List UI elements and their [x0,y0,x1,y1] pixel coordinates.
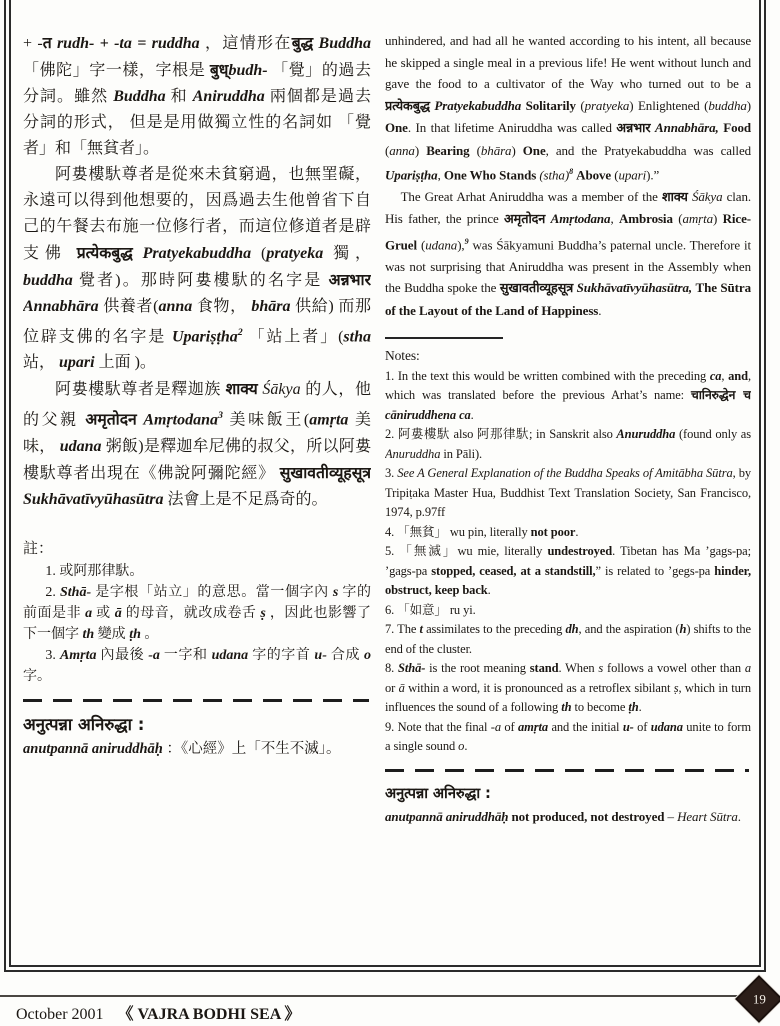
text-segment: 2. [45,584,60,600]
text-segment: Amṛtodana [550,211,611,227]
note-item [385,367,751,426]
text-segment: buddha [708,97,747,113]
text-segment: 5. 「無滅」wu mie, literally [385,544,548,559]
paragraph [23,376,371,512]
text-segment: Above [576,167,612,183]
text-segment: 2 [237,327,243,338]
text-segment: ( [251,245,267,262]
text-segment: Food [723,120,751,135]
text-segment: 字的字首 [248,647,315,663]
text-segment: The Great Arhat Aniruddha was a member of the [400,188,662,204]
text-segment: Aniruddha [192,88,265,105]
text-segment: ), [457,237,465,253]
text-segment: 2. 阿婁樓馱 also 阿那律馱; in Sanskrit also [385,427,617,442]
text-segment: anutpannā aniruddhāḥ [23,740,163,757]
text-segment: s [598,661,604,676]
devanagari-text: अन्नभार [616,121,651,136]
text-segment: One Who Stands [443,167,537,183]
text-segment: stopped, ceased, at a standstill, [431,563,596,578]
text-segment: to become [571,700,629,715]
note-item [385,659,751,718]
text-segment: . [598,302,602,318]
text-segment: pratyeka [584,97,630,113]
text-segment: , which in turn influences the sound of a following [385,680,751,715]
text-segment: 。 [140,626,159,642]
text-segment: o [458,739,465,754]
text-segment: 供給) 而那位辟支佛的名字是 [23,298,371,346]
text-segment: not produced, not destroyed [511,808,665,824]
paragraph [385,186,751,321]
text-segment: and [728,368,748,383]
text-segment: 供養者( [98,298,159,315]
closing-line [23,738,371,761]
text-segment: rudh- + -ta = ruddha [51,35,200,52]
text-segment: buddha [23,272,73,289]
text-segment: ca [709,368,722,383]
text-segment: pratyeka [266,245,324,262]
notes-rule [385,337,503,339]
text-segment: The Sūtra of the Layout of the Land of Happiness [385,280,751,318]
devanagari-text: सुखावतीव्यूहसूत्र [499,281,574,297]
text-segment: Anuruddha [616,427,676,442]
text-segment: ，這情形在 [199,35,292,52]
text-segment: , which was translated before the previous Arhat’s name: [385,368,751,403]
text-segment: Ambrosia [618,211,673,227]
paragraph [385,30,751,186]
text-segment: ：《心經》上「不生不滅」。 [162,740,341,757]
closing-line [385,806,751,827]
footer-journal-title: 《 VAJRA BODHI SEA 》 [117,1006,301,1023]
text-segment: ā [114,605,122,621]
text-segment: within a word, it is pronounced as a retroflex sibilant [404,680,674,695]
devanagari-text: अनुत्पन्ना अनिरुद्धा : [23,714,145,734]
devanagari-text: अमृतोदन [504,212,546,228]
text-segment: ) shifts to the end of the cluster. [385,622,751,656]
text-segment: 法會上是不足爲奇的。 [163,490,328,508]
text-segment: stha [343,328,371,346]
text-segment: 食物， [192,298,252,315]
text-segment: Pratyekabuddha [142,245,252,262]
text-segment: upari [59,354,95,372]
text-segment: 8. [385,661,399,676]
text-segment: Sthā- [398,661,426,676]
text-segment: 或 [92,605,115,621]
text-segment: undestroyed [547,544,613,559]
note-item [385,464,751,523]
text-segment: ( [469,142,481,158]
text-segment: Notes: [385,348,420,364]
text-segment: budh- [228,62,268,79]
section-heading [23,537,371,561]
text-segment: assimilates to the preceding [422,622,566,637]
text-segment: Bearing [426,142,470,158]
text-segment: 6. 「如意」 ru yi. [385,602,476,617]
text-segment: 9 [464,236,469,246]
text-segment: 上面 )。 [94,354,156,372]
text-segment: -a [490,719,501,734]
text-segment: ṣ [673,680,679,695]
text-segment: was Śākyamuni Buddha’s paternal uncle. Therefore it was not surprising that Aniruddha was present in the Assembly when the Buddha spoke the [385,237,751,296]
text-segment: ) [713,211,723,227]
text-segment: 內最後 [96,647,149,663]
text-segment: ṭh [628,700,639,715]
text-segment: ṣ [260,605,266,621]
text-segment: ( [385,142,390,158]
text-segment: . In that lifetime Aniruddha was called [407,120,617,135]
devanagari-text: प्रत्येकबुद्ध [385,98,430,114]
text-segment: ) [511,142,523,158]
text-segment: , and the Pratyekabuddha was called [545,142,751,158]
text-segment: Annabhāra [23,298,99,315]
note-item [23,645,371,687]
devanagari-text: सुखावतीव्यूहसूत्र [279,462,371,482]
text-segment: udana [211,647,249,663]
devanagari-text: अन्नभार [328,270,371,289]
text-segment: . [638,700,642,715]
text-segment: 兩個都是過去分詞的形式， 但是是用做獨立性的名詞如 「覺者」和「無貧者」。 [23,88,371,157]
text-segment: ( [575,97,585,113]
text-segment: 4. 「無貧」 wu pin, literally [385,524,531,539]
text-segment: 阿婁樓馱尊者是釋迦族 [55,381,226,399]
text-segment: Pratyekabuddha [434,97,522,113]
text-segment: o [364,647,371,663]
text-segment: -a [148,647,160,663]
note-item [385,425,751,464]
text-segment: 7. The [385,622,420,637]
text-segment: th [82,626,95,642]
text-segment: ā [398,680,405,695]
text-segment: bhāra [251,298,291,315]
text-segment: . [487,583,491,598]
text-segment: clan. His father, the prince [385,188,751,227]
text-segment: One [522,142,546,158]
devanagari-line [23,712,371,738]
text-segment: 「覺」的過去分詞。雖然 [23,62,371,105]
text-segment: 字的前面是非 [23,584,371,621]
text-segment: 和 [165,88,193,105]
devanagari-text: अनुत्पन्ना अनिरुद्धा : [385,784,491,802]
text-segment: upari [618,167,647,183]
text-segment: u- [314,647,327,663]
text-segment: 站， [23,354,60,372]
text-segment: ).” [646,167,660,183]
text-segment: ) Enlightened ( [629,97,709,113]
devanagari-text: बुध् [209,60,229,79]
text-segment: , [610,211,619,227]
text-segment: ，因此也影響了下一個字 [23,605,371,642]
text-segment: t [419,622,423,637]
text-segment: in Pāli). [440,446,483,461]
text-segment: 是字根「站立」的意思。當一個字內 [91,584,333,600]
text-segment: amṛta [309,411,349,429]
text-segment: Annabhāra, [655,120,719,135]
text-segment: 阿婁樓馱尊者是從來未貧窮過，也無罣礙，永遠可以得到他想要的，因爲過去生他曾省下自己的午餐去布施一位修行者，而這位修道者是辟支佛 [23,166,371,262]
text-segment: and the initial [548,719,623,734]
text-segment: 3. [45,647,60,663]
paragraph [23,162,371,376]
text-segment: . [737,808,741,824]
text-segment: Śākya [691,188,723,204]
note-item [23,582,371,645]
text-segment: (found only as [675,427,751,442]
text-segment: One [385,120,408,135]
text-segment: ( [417,237,426,253]
text-segment: s [332,584,339,600]
devanagari-text: प्रत्येकबुद्ध [76,243,133,262]
text-segment: dh [565,622,579,637]
text-segment: Sukhāvatīvyūhasūtra [23,490,164,508]
note-item [385,542,751,601]
note-item [385,601,751,621]
text-segment: udana [425,237,458,253]
text-segment: or [385,680,399,695]
text-segment: 「佛陀」字一樣，字根是 [23,62,210,79]
text-segment: unite to form a single sound [385,719,751,754]
text-segment: – [664,808,678,824]
text-segment: Anuruddha [385,446,441,461]
text-segment: 3. [385,466,398,481]
text-segment: amṛta [682,211,714,227]
text-segment: See A General Explanation of the Buddha Speaks of Amitābha Sūtra [397,466,733,481]
text-segment: 1. In the text this would be written combined with the preceding [385,368,710,383]
left-column-chinese-text [23,30,371,955]
text-segment: hinder, obstruct, keep back [385,563,751,598]
text-segment: 獨， [323,245,371,262]
text-segment: th [561,700,572,715]
text-segment: 註： [23,540,54,557]
text-segment: 3 [218,410,223,422]
text-segment: , by Tripiṭaka Master Hua, Buddhist Text Translation Society, San Francisco, 1974, p.97ff [385,466,751,520]
text-segment: . [575,524,579,539]
note-item [385,620,751,659]
text-segment: a [744,661,751,676]
text-segment: h [679,622,687,637]
text-segment: 覺者)。那時阿婁樓馱的名字是 [72,272,329,289]
text-segment: Heart Sūtra [677,808,738,824]
text-segment: Rice-Gruel [385,211,751,253]
text-segment: Sthā- [60,584,92,600]
note-item [23,561,371,582]
text-segment: cāniruddhena ca [385,407,471,422]
text-segment: unhindered, and had all he wanted according to his intent, all because he skipped a single meal in a previous life! He went without lunch and gave the food to a cultivator of the Way who turned out to be a [385,33,751,91]
text-segment: 一字和 [159,647,212,663]
text-segment: 的母音，就改成卷舌 [121,605,261,621]
text-segment: 字。 [23,668,51,684]
text-segment: , and the aspiration ( [578,622,680,637]
text-segment: . When [558,661,599,676]
page-number-badge [735,975,780,1023]
text-segment: + - [23,35,43,52]
devanagari-line [385,782,751,806]
text-segment: 美味飯王( [222,411,310,429]
text-segment: not poor [530,524,576,539]
text-segment: 的人，他的父親 [23,381,371,429]
text-segment: of [500,719,518,734]
text-segment: a [85,605,93,621]
right-column-english-text [385,30,751,955]
text-segment: . Tibetan has Ma ’gags-pa; ’gags-pa [385,544,751,578]
text-segment: Upariṣṭha [172,328,238,346]
text-segment: anna [158,298,193,315]
text-segment: udana [59,437,102,455]
text-segment: ( [611,167,619,183]
text-segment: Upariṣṭha [385,167,438,183]
text-segment: ) [746,97,751,113]
devanagari-text: शाक्य [225,379,258,399]
dashed-separator [23,699,369,702]
text-segment: ” is related to ’gegs-pa [595,563,715,578]
text-segment: Amṛta [59,647,97,663]
paragraph [23,30,371,162]
text-segment: . [470,407,474,422]
footer [16,1001,300,1024]
text-segment: of [633,719,651,734]
section-heading [385,345,751,367]
text-segment [133,245,143,262]
text-segment: , [437,167,444,183]
text-segment: ṭh [129,626,141,642]
text-segment: is the root meaning [425,661,530,676]
text-segment: . [464,739,468,754]
text-segment: Sukhāvatīvyūhasūtra, [576,280,693,296]
text-segment: Buddha [313,35,371,52]
text-segment: ) [414,142,427,158]
note-item [385,523,751,543]
text-segment: bhāra [480,142,512,158]
text-segment: 1. 或阿那律馱。 [45,563,144,579]
text-segment: Solitarily [525,97,576,113]
text-segment: anutpannā aniruddhāḥ [385,808,509,824]
devanagari-text: त [42,33,52,52]
text-segment: anna [389,142,415,158]
text-segment: Buddha [113,88,166,105]
text-segment: ( [672,211,683,227]
text-segment: u- [622,719,634,734]
content-border-box [4,0,766,972]
text-segment: Amṛtodana [143,411,219,429]
dashed-separator [385,769,749,772]
devanagari-text: चानिरुद्धेन च [690,388,751,403]
text-segment: Śākya [262,381,301,399]
text-segment: 變成 [94,626,130,642]
text-segment: 「站上者」( [242,328,344,346]
note-item [385,718,751,757]
text-segment: , [721,368,729,383]
text-segment: (stha) [539,167,570,183]
text-segment: 粥飯)是釋迦牟尼佛的叔父，所以阿婁樓馱尊者出現在《佛說阿彌陀經》 [23,437,371,482]
devanagari-text: शाक्य [661,189,688,205]
text-segment: 合成 [326,647,365,663]
footer-issue-date: October 2001 [16,1006,104,1023]
text-segment: udana [650,719,683,734]
devanagari-text: बुद्ध [291,33,314,52]
devanagari-text: अमृतोदन [85,409,137,429]
text-segment: 8 [569,167,573,176]
text-segment: amṛta [517,719,549,734]
text-segment: stand [529,661,559,676]
text-segment: 美味， [23,411,371,455]
text-segment: 9. Note that the final [385,719,491,734]
footer-rule [0,995,740,997]
page-number: 19 [752,991,766,1006]
text-segment: follows a vowel other than [603,661,745,676]
